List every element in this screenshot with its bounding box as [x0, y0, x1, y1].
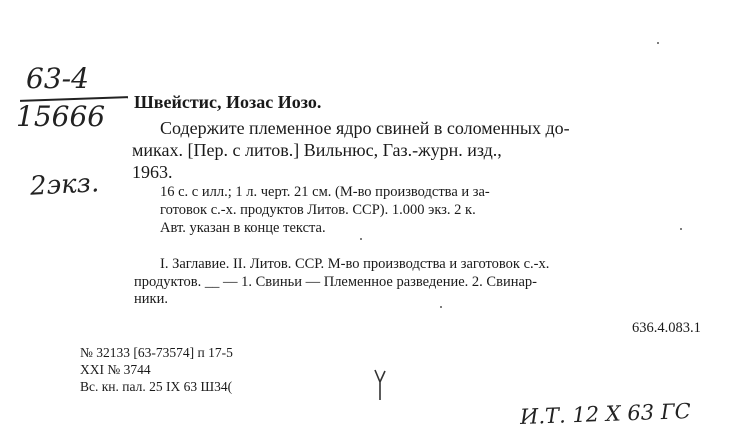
author-heading: Швейстис, Иозас Иозо.	[134, 92, 322, 112]
tracings-line-2: продуктов. __ — 1. Свиньи — Племенное разведение. 2. Свинар-	[134, 274, 537, 290]
footer-line-2: XXI № 3744	[80, 362, 151, 377]
title-line-1: Содержите племенное ядро свиней в соломенных до-	[160, 118, 570, 138]
pen-mark-icon	[372, 368, 388, 402]
title-line-3: 1963.	[132, 162, 173, 182]
handwritten-call-number-top: 63-4	[26, 62, 89, 95]
collation-line-1: 16 с. с илл.; 1 л. черт. 21 см. (М-во производства и за-	[160, 184, 490, 200]
handwritten-copies: 2экз.	[29, 168, 100, 202]
footer-line-1: № 32133 [63-73574] п 17-5	[80, 345, 233, 360]
handwritten-call-number-bottom: 15666	[16, 100, 106, 133]
handwritten-initials-date: И.Т. 12 X 63 ГС	[519, 399, 692, 429]
speck	[680, 228, 682, 230]
tracings-line-1: I. Заглавие. II. Литов. ССР. М-во производства и заготовок с.-х.	[160, 256, 550, 272]
collation-line-2: готовок с.-х. продуктов Литов. ССР). 1.000 экз. 2 к.	[160, 202, 476, 218]
classification-number: 636.4.083.1	[632, 320, 701, 336]
note-line: Авт. указан в конце текста.	[160, 220, 326, 236]
tracings-line-3: ники.	[134, 291, 168, 307]
speck	[657, 42, 659, 44]
speck	[360, 238, 362, 240]
speck	[440, 306, 442, 308]
footer-line-3: Вс. кн. пал. 25 IX 63 Ш34(	[80, 379, 233, 394]
title-line-2: миках. [Пер. с литов.] Вильнюс, Газ.-журн. изд.,	[132, 140, 502, 160]
